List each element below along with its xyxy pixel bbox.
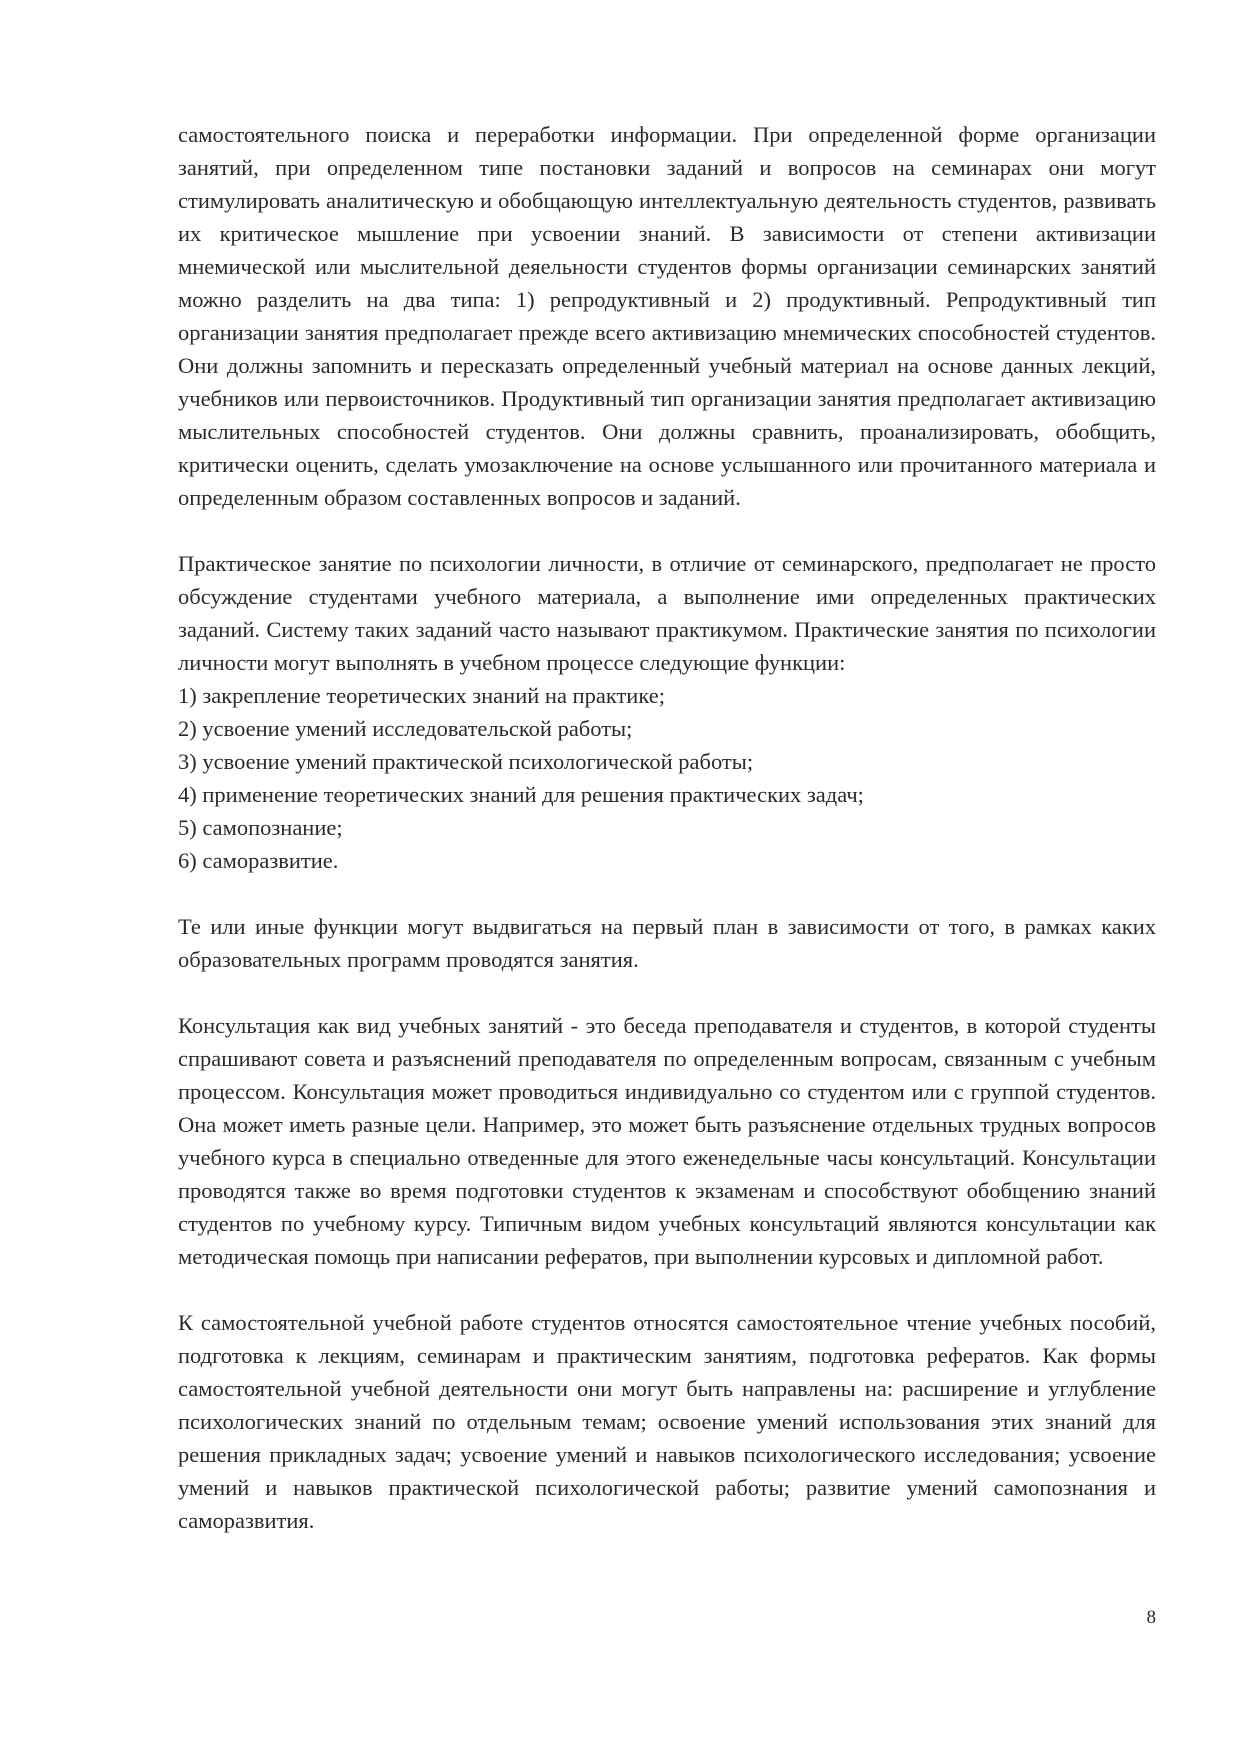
list-item: 1) закрепление теоретических знаний на практике; <box>178 683 665 708</box>
list-item: 5) самопознание; <box>178 815 343 840</box>
list-item: 3) усвоение умений практической психологической работы; <box>178 749 754 774</box>
paragraph-consultation: Консультация как вид учебных занятий - это беседа преподавателя и студентов, в которой студенты спрашивают совета и разъяснений преподавателя по определенным вопросам, связанным с учебным процессом. Консультация может проводиться индивидуально со студентом или с группой студентов. Она может иметь разные цели. Например, это может быть разъяснение отдельных трудных вопросов учебного курса в специально отведенные для этого еженедельные часы консультаций. Консультации проводятся также во время подготовки студентов к экзаменам и способствуют обобщению знаний студентов по учебному курсу. Типичным видом учебных консультаций являются консультации как методическая помощь при написании рефератов, при выполнении курсовых и дипломной работ. <box>178 1013 1156 1269</box>
paragraph-independent-work: К самостоятельной учебной работе студентов относятся самостоятельное чтение учебных пособий, подготовка к лекциям, семинарам и практическим занятиям, подготовка рефератов. Как формы самостоятельной учебной деятельности они могут быть направлены на: расширение и углубление психологических знаний по отдельным темам; освоение умений использования этих знаний для решения прикладных задач; усвоение умений и навыков психологического исследования; усвоение умений и навыков практической психологической работы; развитие умений самопознания и саморазвития. <box>178 1310 1156 1533</box>
list-item: 4) применение теоретических знаний для решения практических задач; <box>178 782 864 807</box>
paragraph-practical-classes: Практическое занятие по психологии личности, в отличие от семинарского, предполагает не просто обсуждение студентами учебного материала, а выполнение ими определенных практических заданий. Систему таких заданий часто называют практикумом. Практические занятия по психологии личности могут выполнять в учебном процессе следующие функции: <box>178 551 1156 675</box>
paragraph-seminar-types: самостоятельного поиска и переработки информации. При определенной форме организации занятий, при определенном типе постановки заданий и вопросов на семинарах они могут стимулировать аналитическую и обобщающую интеллектуальную деятельность студентов, развивать их критическое мышление при усвоении знаний. В зависимости от степени активизации мнемической или мыслительной деяельности студентов формы организации семинарских занятий можно разделить на два типа: 1) репродуктивный и 2) продуктивный. Репродуктивный тип организации занятия предполагает прежде всего активизацию мнемических способностей студентов. Они должны запомнить и пересказать определенный учебный материал на основе данных лекций, учебников или первоисточников. Продуктивный тип организации занятия предполагает активизацию мыслительных способностей студентов. Они должны сравнить, проанализировать, обобщить, критически оценить, сделать умозаключение на основе услышанного или прочитанного материала и определенным образом составленных вопросов и заданий. <box>178 122 1156 510</box>
functions-list <box>178 679 1156 877</box>
list-item: 6) саморазвитие. <box>178 848 339 873</box>
page-number: 8 <box>1146 1607 1156 1628</box>
body-text <box>178 118 1156 1570</box>
list-item: 2) усвоение умений исследовательской работы; <box>178 716 633 741</box>
paragraph-functions-note: Те или иные функции могут выдвигаться на первый план в зависимости от того, в рамках каких образовательных программ проводятся занятия. <box>178 914 1156 972</box>
